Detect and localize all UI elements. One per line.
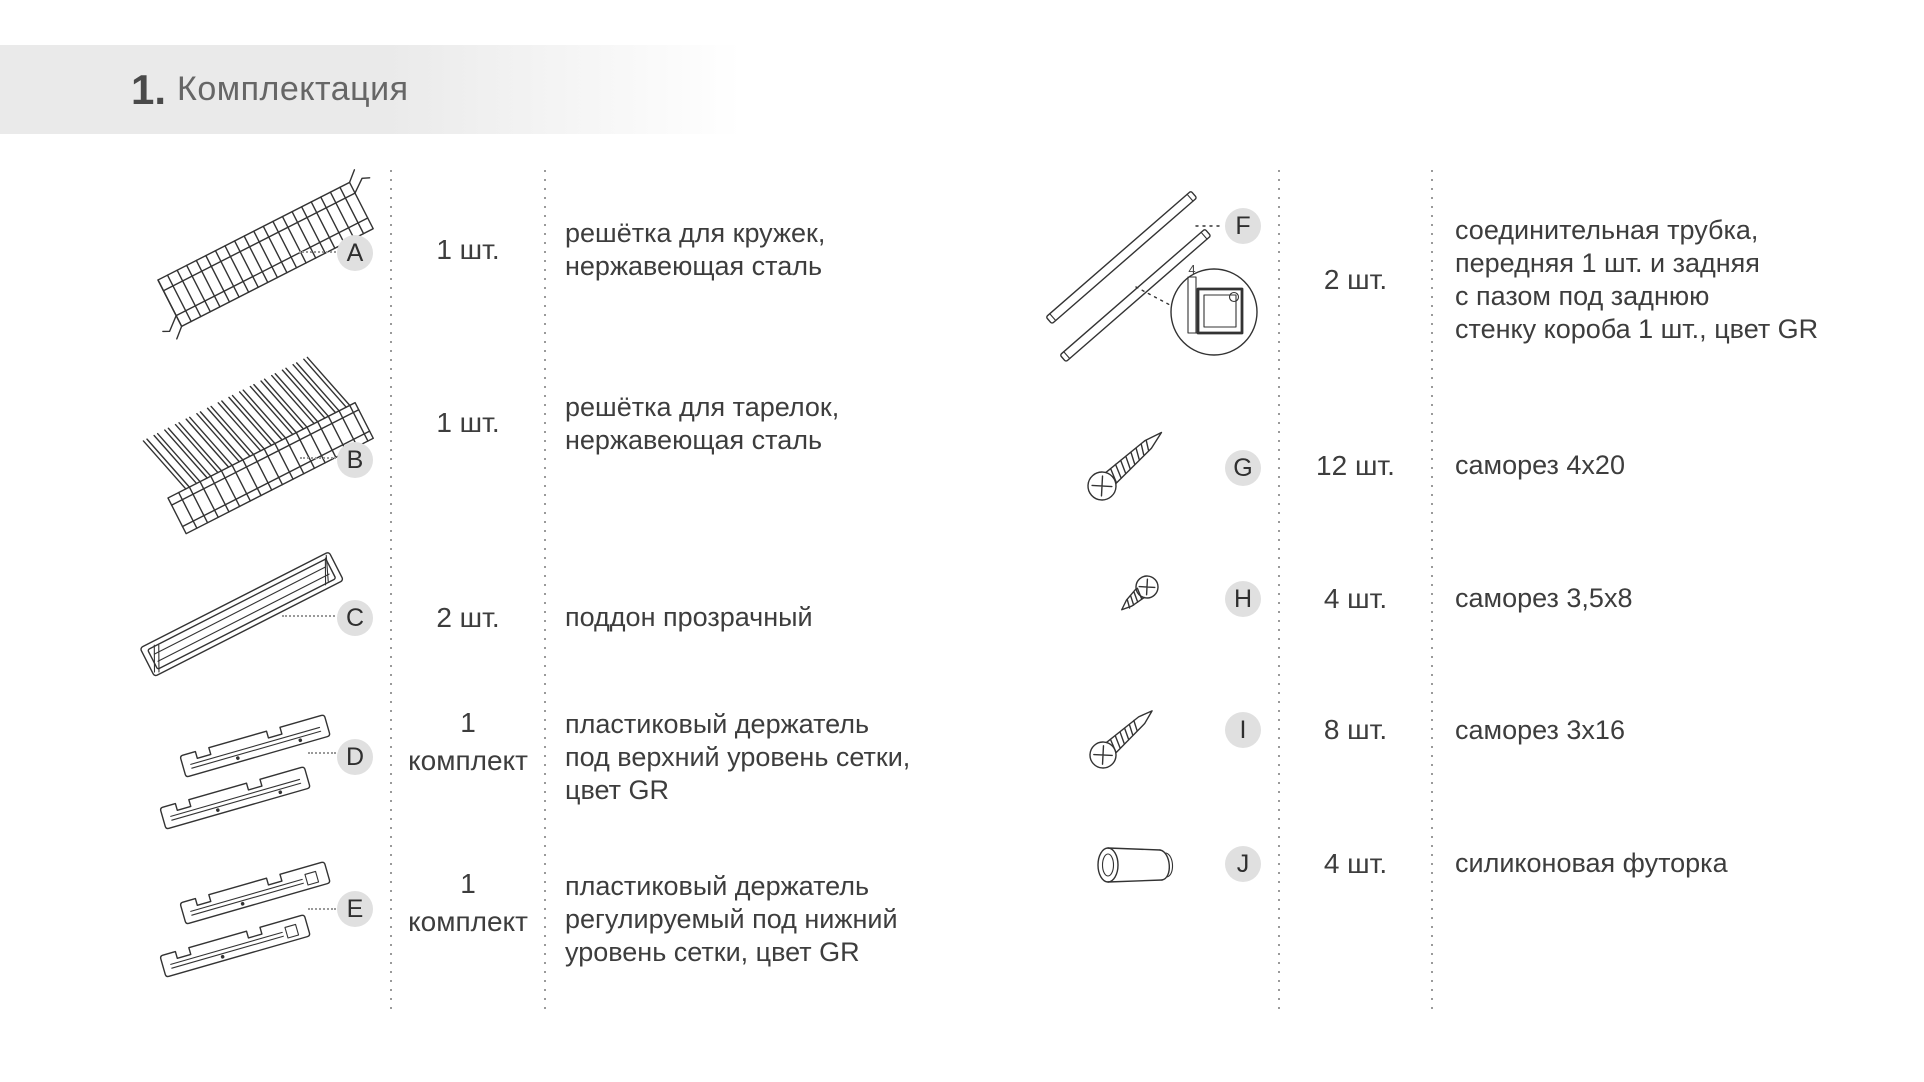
part-a-desc: решётка для кружек, нержавеющая сталь	[565, 218, 826, 281]
part-i-qty: 8 шт.	[1323, 714, 1388, 745]
part-g-desc: саморез 4х20	[1455, 450, 1625, 480]
part-b-leader	[300, 457, 336, 459]
part-d-leader	[308, 752, 336, 754]
part-i-badge: I	[1225, 712, 1261, 748]
part-h-badge: H	[1225, 581, 1261, 617]
upper-holder-drawing	[155, 708, 335, 833]
part-j-desc: силиконовая футорка	[1455, 848, 1728, 878]
part-a-leader	[299, 251, 336, 253]
part-a-badge: A	[337, 235, 373, 271]
part-b-desc: решётка для тарелок, нержавеющая сталь	[565, 392, 840, 455]
part-f-desc: соединительная трубка, передняя 1 шт. и задняя с пазом под заднюю стенку короба 1 шт., цвет GR	[1455, 215, 1819, 344]
part-c-qty: 2 шт.	[436, 602, 500, 633]
screw-small-drawing	[1105, 575, 1165, 630]
part-i-desc: саморез 3х16	[1455, 715, 1625, 745]
part-e-qty: 1 комплект	[408, 868, 528, 937]
section-title: Комплектация	[177, 70, 409, 108]
part-j-badge: J	[1225, 846, 1261, 882]
part-j-qty: 4 шт.	[1323, 848, 1388, 879]
part-g-qty: 12 шт.	[1316, 450, 1395, 481]
part-h-desc: саморез 3,5х8	[1455, 583, 1633, 613]
screw-medium-drawing	[1082, 693, 1167, 778]
part-e-desc: пластиковый держатель регулируемый под нижний уровень сетки, цвет GR	[565, 871, 898, 967]
part-f-badge: F	[1225, 208, 1261, 244]
part-d-badge: D	[337, 739, 373, 775]
part-g-badge: G	[1225, 450, 1261, 486]
part-d-desc: пластиковый держатель под верхний уровень сетки, цвет GR	[565, 709, 911, 805]
section-number: 1.	[131, 65, 167, 113]
svg-text:4: 4	[1188, 262, 1196, 277]
section-header	[0, 45, 742, 134]
part-c-leader	[282, 615, 335, 617]
part-b-qty: 1 шт.	[436, 407, 500, 438]
part-a-qty: 1 шт.	[436, 234, 500, 265]
lower-holder-drawing	[158, 853, 333, 1008]
part-e-leader	[308, 908, 336, 910]
part-f-qty: 2 шт.	[1323, 264, 1388, 295]
part-h-qty: 4 шт.	[1323, 583, 1388, 614]
part-e-badge: E	[337, 891, 373, 927]
part-c-desc: поддон прозрачный	[565, 602, 813, 632]
part-c-badge: C	[337, 600, 373, 636]
silicone-sleeve-drawing	[1092, 840, 1187, 890]
tray-drawing	[128, 548, 358, 688]
part-b-badge: B	[337, 442, 373, 478]
part-d-qty: 1 комплект	[408, 707, 528, 776]
screw-large-drawing	[1078, 420, 1173, 510]
connecting-tubes-drawing	[1030, 175, 1265, 400]
